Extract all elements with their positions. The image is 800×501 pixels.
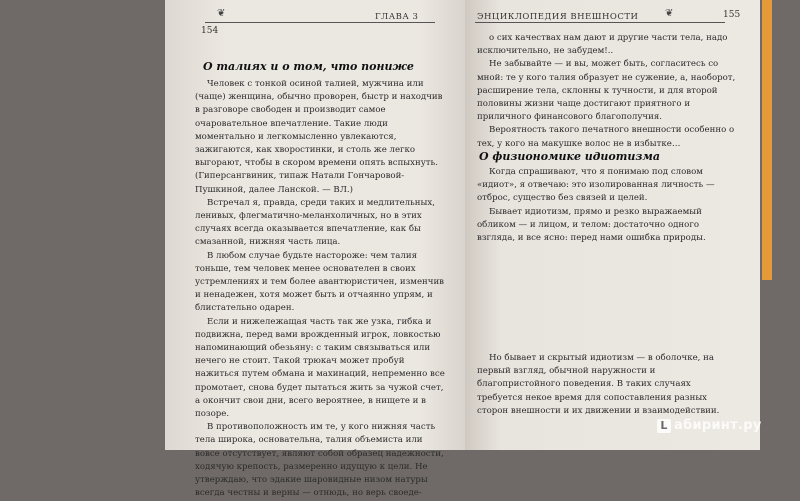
book-cover-edge [762,0,772,280]
left-body-text [195,78,445,501]
page-number: 155 [723,10,741,20]
paragraph: Не забывайте — и вы, может быть, согласитесь со мной: те у кого талия образует не сужение, а, наоборот, расширение тела, склонны к тучности, и для второй половины жизни чаще достигают приятного и приличного финансового благополучия. [477,59,736,123]
paragraph: о сих качествах нам дают и другие части тела, надо исключительно, не забудем!.. [477,33,728,57]
paragraph: Встречал я, правда, среди таких и медлительных, ленивых, флегматично-меланхоличных, но в этих случаях всегда оказывается впечатление, как бы смазанной, нижняя часть лица. [195,197,435,248]
header-rule [205,22,435,23]
right-closing-text [477,352,739,418]
watermark-logo-icon: L [657,419,671,433]
book-spread [165,0,765,499]
header-rule [475,22,725,23]
right-intro-text [477,32,739,151]
left-page [165,0,465,499]
chapter-header: ГЛАВА 3 [375,12,419,22]
paragraph: Когда спрашивают, что я понимаю под словом «идиот», я отвечаю: это изолированная личность — отброс, существо без связей и целей. [477,167,715,204]
paragraph: Человек с тонкой осиной талией, мужчина или (чаще) женщина, обычно проворен, быстр и находчив в разговоре свободен и производит самое очаровательное впечатление. Такие люди моментально и легкомысленно увлекаются, зажигаются, как хворостинки, и столь же легко выгорают, чтобы в скором времени опять вспыхнуть. (Гиперсангвиник, типаж Натали Гончаровой-Пушкиной, далее Ланской. — ВЛ.) [195,79,443,195]
section-heading: О талиях и о том, что пониже [203,60,414,73]
paragraph: Вероятность такого печатного внешности особенно о тех, у кого на макушке волос не в избытке… [477,125,735,149]
watermark-text: абиринт.ру [674,418,762,433]
book-header: ЭНЦИКЛОПЕДИЯ ВНЕШНОСТИ [477,12,639,22]
paragraph: Если и нижележащая часть так же узка, гибка и подвижна, перед вами врожденный игрок, ловкостью напоминающий обезьяну: с таким связываться или нечего не стоит. Такой трюкач может пробуй нажиться путем обмана и махинаций, непременно все промотает, снова будет пытаться жить за чужой счет, а окончит свои дни, всего вероятнее, в нищете и в позоре. [195,316,445,420]
page-number: 154 [201,26,219,36]
header-ornament-icon: ❦ [665,8,674,19]
watermark [657,418,762,433]
paragraph: Бывает идиотизм, прямо и резко выражаемый обликом — и лицом, и телом: достаточно одного взгляда, и все ясно: перед нами ошибка природы. [477,206,706,244]
paragraph: В противоположность им те, у кого нижняя часть тела широка, основательна, талия объемиста или вовсе отсутствует, являют собой образец надежности, ходячую крепость, размеренно идущую к цели. Не утверждаю, что эдакие шаровидные низом натуры всегда честны и верны — отнюдь, но верь своеде- [195,422,444,499]
paragraph: Но бывает и скрытый идиотизм — в оболочке, на первый взгляд, обычной наружности и благопристойного поведения. В таких случаях требуется некое время для сопоставления разных сторон внешности и их движении и взаимодействии. [477,353,720,416]
header-ornament-icon: ❦ [217,8,226,19]
right-body-text [477,166,739,245]
right-page [465,0,760,450]
paragraph: В любом случае будьте настороже: чем талия тоньше, тем человек менее основателен в своих устремлениях и тем более авантюристичен, изменчив и ненадежен, хотя может быть и отчаянно упрям, и блистательно одарен. [195,250,445,314]
section-heading: О физиономике идиотизма [479,150,660,163]
